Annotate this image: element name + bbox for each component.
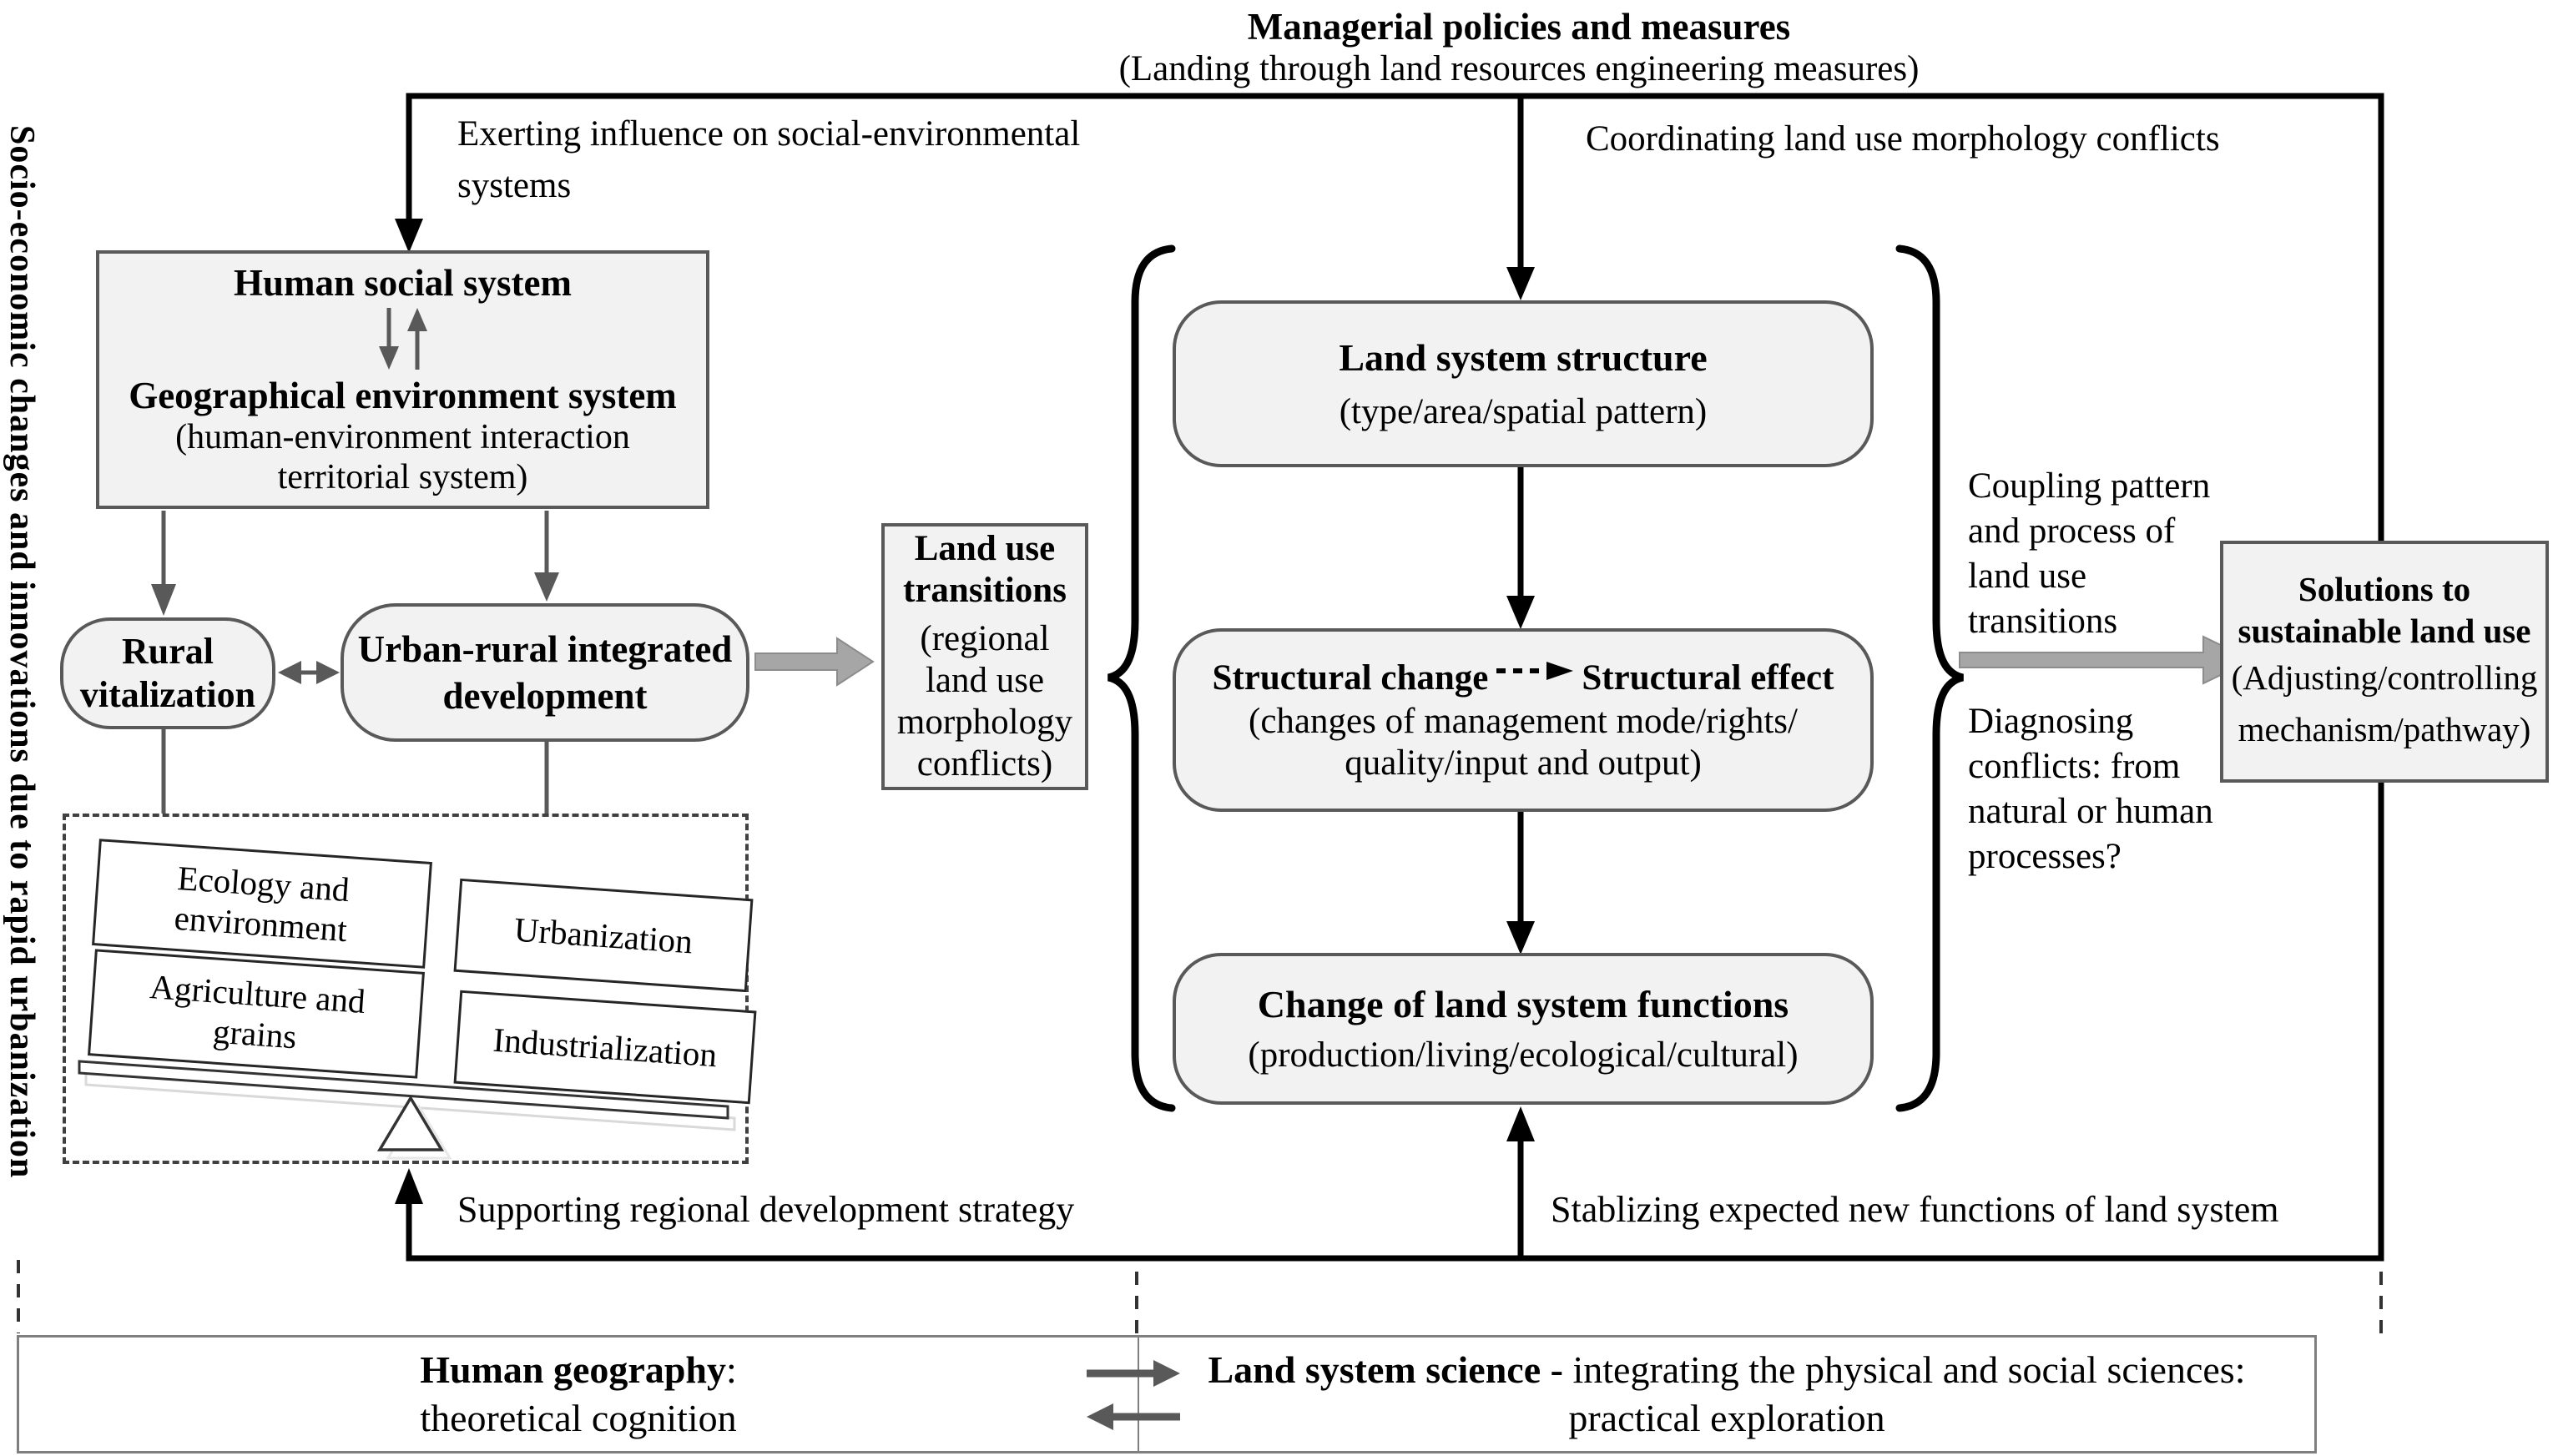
coupling-line4: transitions [1968,602,2118,641]
right-curly-brace [1900,249,1963,1108]
coupling-line2: and process of [1968,511,2176,551]
land-use-cap-2: land use [925,661,1045,700]
arrow-to-land-use-box [755,638,873,685]
land-use-cap-4: conflicts) [916,744,1053,783]
arrow-up-into-functions-box [1506,1106,1535,1141]
arrow-into-urban-pill [534,572,559,602]
human-geography-bold: Human geography [420,1348,726,1391]
double-arrow-right-head [316,661,340,684]
left-curly-brace [1108,249,1172,1108]
functions-title: Change of land system functions [1257,983,1789,1025]
interaction-arrows-icon [366,306,441,371]
structural-change-box [1173,628,1874,812]
dashed-separators [18,1260,2381,1333]
urban-rural-pill [341,603,749,742]
land-system-science-bold: Land system science - [1208,1348,1563,1391]
bar-exchange-arrows [1068,1342,1202,1442]
land-use-title-2: transitions [903,571,1067,610]
solutions-title-2: sustainable land use [2238,612,2531,650]
land-system-science-rest: integrating the physical and social sciences: [1562,1348,2246,1391]
structural-effect-label: Structural effect [1582,658,1834,698]
coordinating-label: Coordinating land use morphology conflicts [1586,119,2220,159]
diagnosing-note [1968,699,2213,879]
urbanization-label: Urbanization [512,909,694,961]
agriculture-line2: grains [211,1011,298,1056]
structural-change-label: Structural change [1212,658,1489,698]
diagnosing-line1: Diagnosing [1968,702,2134,741]
bar-arrow-left [1087,1403,1113,1430]
structure-caption: (type/area/spatial pattern) [1339,392,1708,431]
human-system-title: Human social system [234,262,572,304]
coupling-note [1968,464,2210,644]
ecology-environment-box [92,839,432,969]
supporting-strategy-label: Supporting regional development strategy [457,1189,1075,1230]
human-system-box [96,250,709,509]
ecology-line2: environment [173,898,349,950]
urban-pill-line1: Urban-rural integrated [357,628,733,670]
rural-vitalization-pill [60,617,275,729]
structural-change-cap-2: quality/input and output) [1345,743,1702,783]
human-geography-line2: theoretical cognition [420,1397,737,1439]
structure-title: Land system structure [1339,336,1708,379]
exerting-influence-label: Exerting influence on social-environmental systems [457,114,1081,205]
land-use-cap-1: (regional [920,619,1050,658]
human-geography-line1 [420,1346,737,1394]
solutions-cap-1: (Adjusting/controlling [2231,658,2538,697]
coupling-line1: Coupling pattern [1968,466,2211,506]
land-use-cap-3: morphology [896,703,1073,742]
arrow-into-human-box [395,219,423,253]
industrialization-label: Industrialization [492,1020,719,1075]
stablizing-functions-label: Stablizing expected new functions of land system [1551,1189,2279,1230]
human-system-caption-1: (human-environment interaction [175,418,630,456]
arrow-into-functions-box [1506,921,1535,955]
diagnosing-line4: processes? [1968,837,2122,876]
human-geography-colon: : [725,1348,737,1391]
rural-pill-line1: Rural [122,631,214,672]
land-use-transitions-box [881,523,1088,790]
land-functions-box [1173,953,1874,1105]
pressures-dashed-group [63,814,749,1164]
human-geography-cell [19,1338,1139,1451]
solutions-cap-2: mechanism/pathway) [2238,710,2531,748]
structural-change-line [1213,656,1834,701]
solutions-box [2220,541,2549,783]
top-title: Managerial policies and measures [1247,6,1791,48]
land-system-science-cell [1139,1338,2314,1451]
agriculture-line1: Agriculture and [149,967,367,1021]
diagnosing-line2: conflicts: from [1968,747,2181,786]
industrialization-box [454,990,757,1105]
land-use-title-1: Land use [914,529,1056,568]
arrow-into-structure-box [1506,267,1535,300]
double-arrow-left-head [278,661,301,684]
land-system-structure-box [1173,300,1874,467]
arrow-into-rural-pill [151,584,176,616]
diagnosing-line3: natural or human [1968,792,2213,831]
agriculture-grains-box [88,949,425,1078]
structural-change-cap-1: (changes of management mode/rights/ [1249,702,1798,741]
bar-arrow-right [1153,1360,1180,1387]
land-system-science-line2: practical exploration [1568,1397,1885,1439]
functions-caption: (production/living/ecological/cultural) [1248,1035,1799,1075]
rural-pill-line2: vitalization [79,674,256,715]
arrow-into-dashed-group [395,1168,423,1204]
geo-system-title: Geographical environment system [129,375,677,416]
top-subtitle: (Landing through land resources engineering measures) [1118,49,1920,88]
human-system-caption-2: territorial system) [277,458,528,496]
coupling-line3: land use [1968,557,2087,596]
arrow-into-change-box [1506,596,1535,629]
dashed-arrow-icon [1495,656,1575,701]
side-vertical-label: Socio-economic changes and innovations due to rapid urbanization [3,125,41,1179]
urbanization-box [454,879,754,992]
solutions-title-1: Solutions to [2298,570,2471,608]
land-system-science-line1 [1208,1346,2246,1394]
urban-pill-line2: development [442,675,648,717]
ecology-line1: Ecology and [176,858,351,909]
